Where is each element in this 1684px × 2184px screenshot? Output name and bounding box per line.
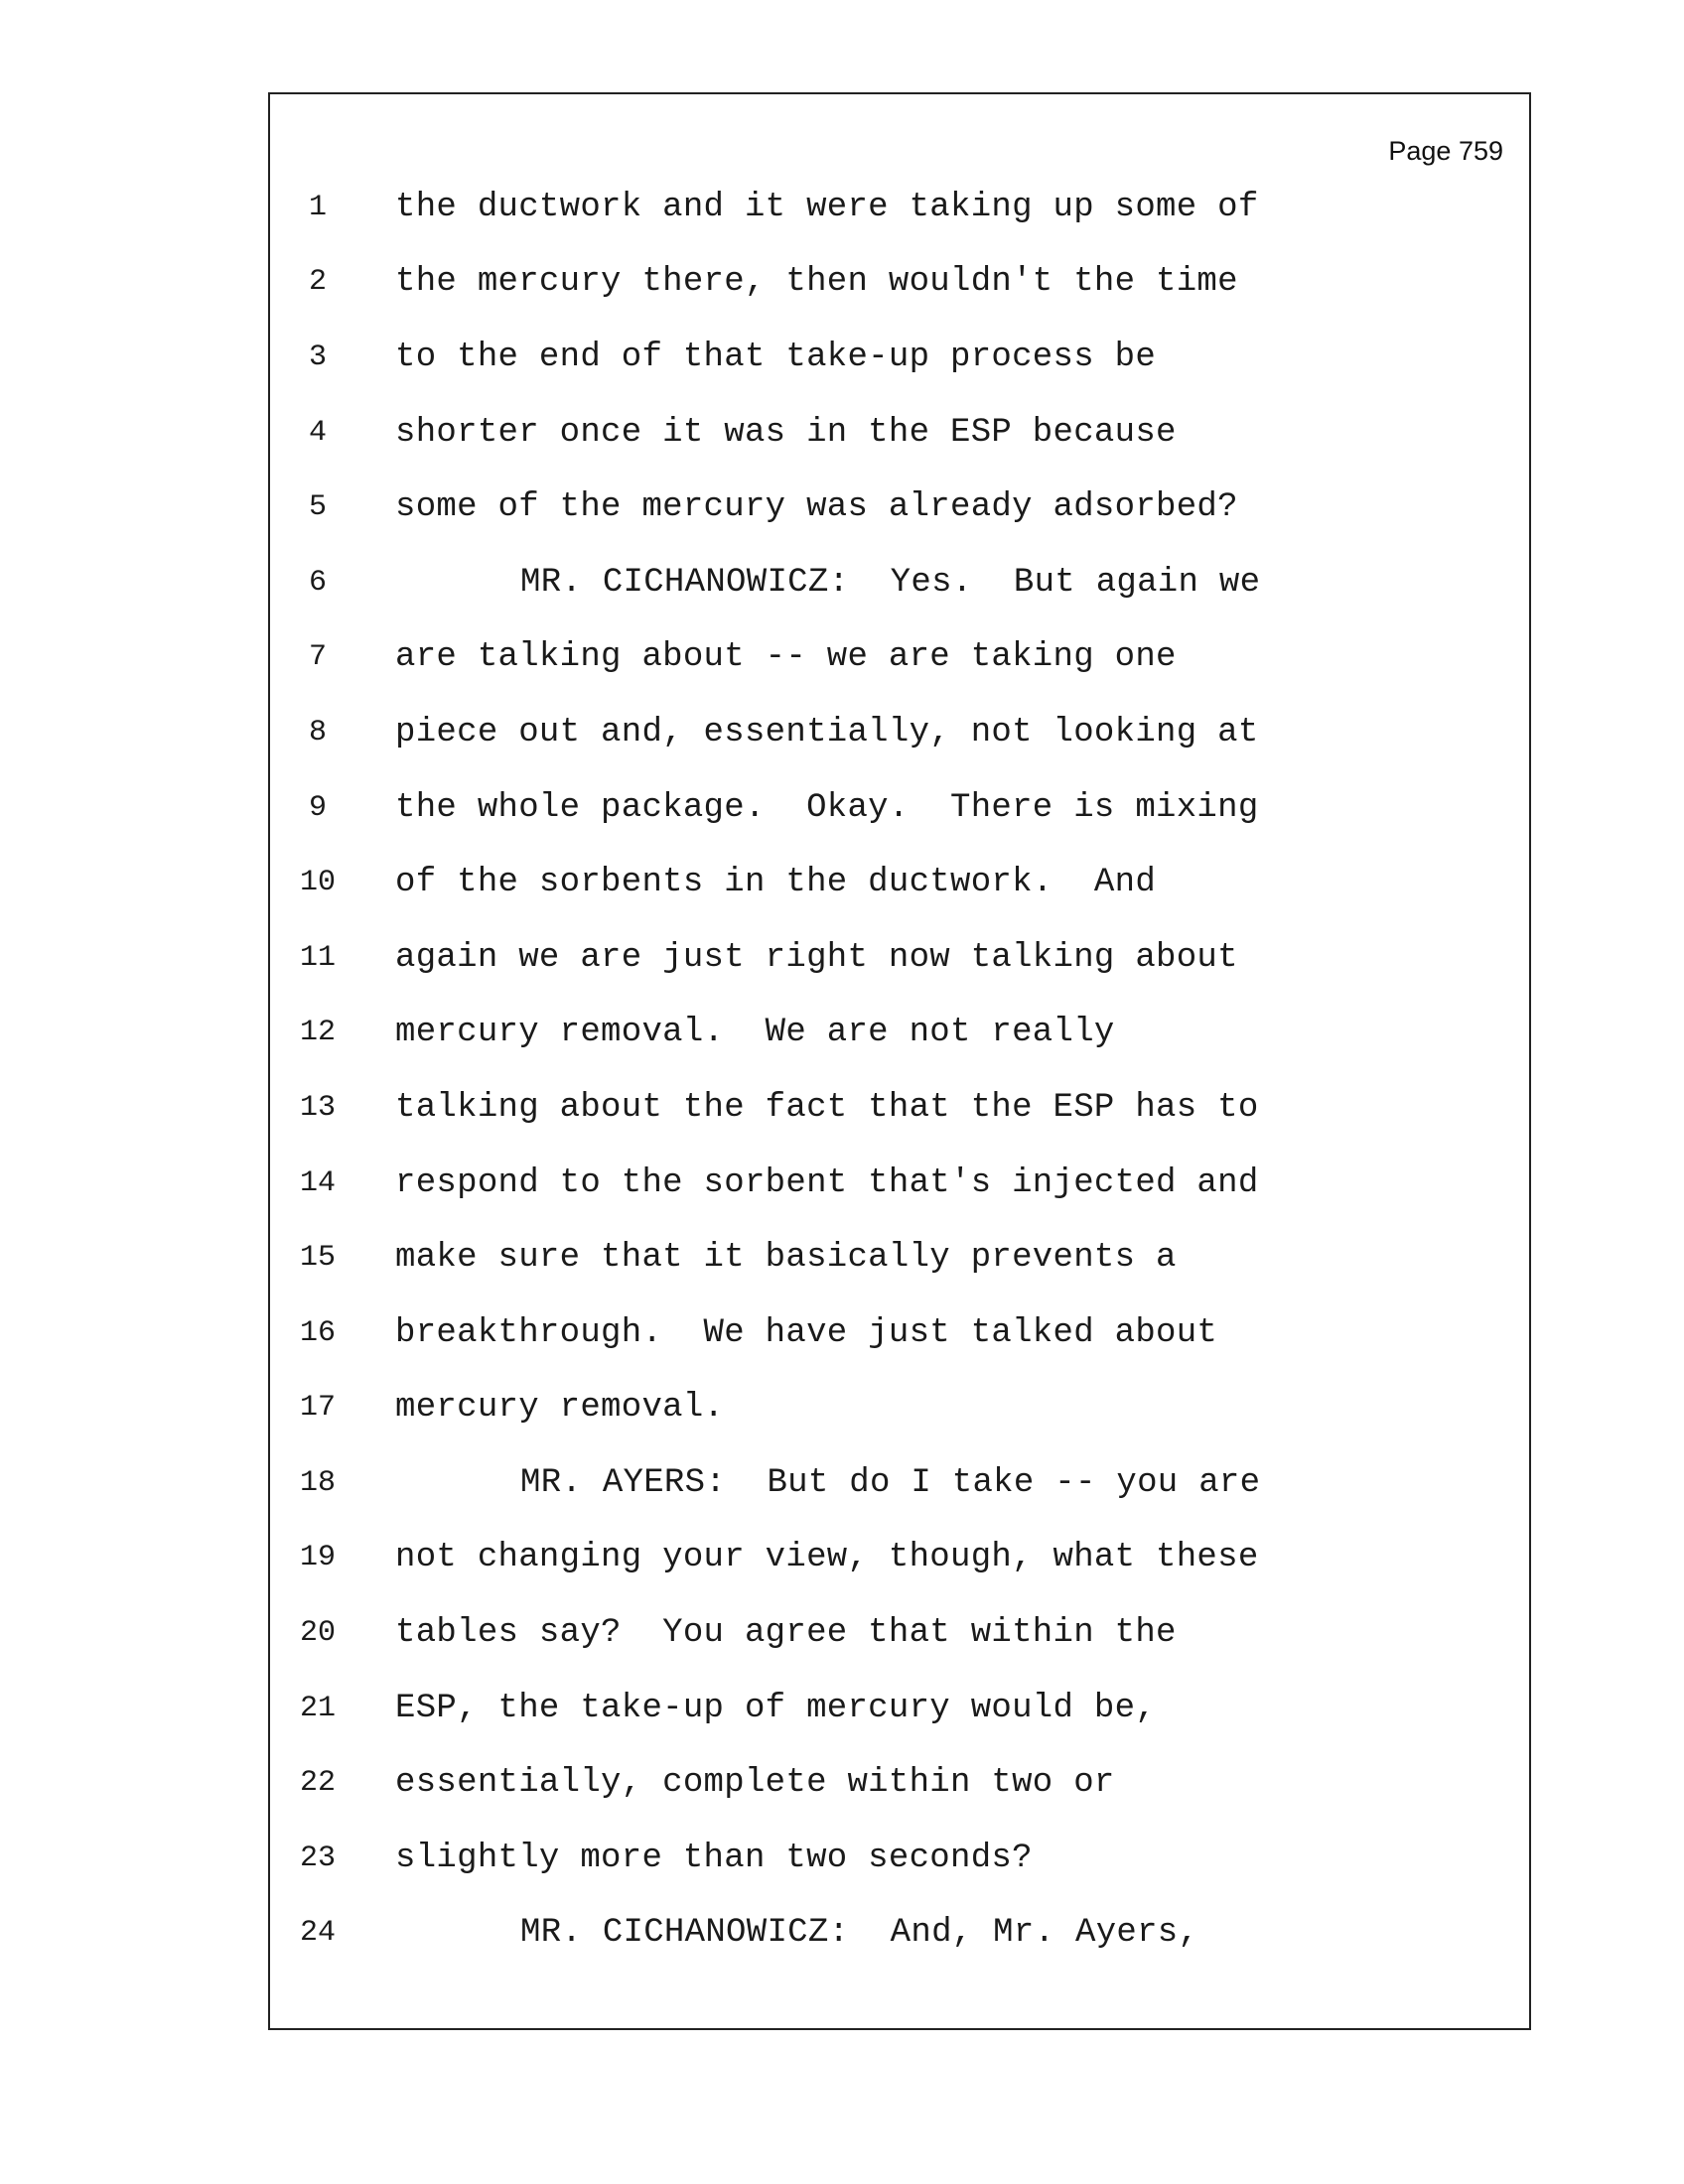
line-text: MR. AYERS: But do I take -- you are bbox=[520, 1463, 1261, 1502]
transcript-line bbox=[270, 695, 1529, 770]
transcript-line bbox=[270, 1371, 1529, 1446]
line-text: to the end of that take-up process be bbox=[395, 338, 1157, 376]
transcript-line bbox=[270, 1146, 1529, 1221]
line-number: 15 bbox=[299, 1241, 336, 1276]
line-number: 11 bbox=[299, 940, 336, 975]
transcript-line bbox=[270, 845, 1529, 920]
transcript-line bbox=[270, 1896, 1529, 1972]
line-text: piece out and, essentially, not looking at bbox=[395, 713, 1259, 751]
transcript-line bbox=[270, 770, 1529, 846]
line-text: not changing your view, though, what these bbox=[395, 1539, 1259, 1577]
line-text: again we are just right now talking about bbox=[395, 938, 1238, 977]
line-number: 10 bbox=[299, 866, 336, 900]
transcript-line bbox=[270, 470, 1529, 545]
transcript-line bbox=[270, 1445, 1529, 1521]
line-number: 19 bbox=[299, 1541, 336, 1575]
line-text: some of the mercury was already adsorbed? bbox=[395, 488, 1238, 527]
page-number: Page 759 bbox=[1388, 136, 1503, 166]
line-number: 3 bbox=[308, 340, 327, 374]
transcript-line bbox=[270, 320, 1529, 395]
line-number: 17 bbox=[299, 1391, 336, 1426]
line-number: 20 bbox=[299, 1616, 336, 1651]
line-text: the mercury there, then wouldn't the time bbox=[395, 263, 1238, 302]
line-text: the ductwork and it were taking up some of bbox=[395, 188, 1259, 226]
line-number: 18 bbox=[299, 1465, 336, 1500]
line-text: ESP, the take-up of mercury would be, bbox=[395, 1689, 1157, 1727]
transcript-line bbox=[270, 170, 1529, 245]
transcript-line bbox=[270, 1745, 1529, 1821]
transcript-line bbox=[270, 1070, 1529, 1146]
transcript-line bbox=[270, 1595, 1529, 1671]
line-text: tables say? You agree that within the bbox=[395, 1614, 1177, 1653]
transcript-page bbox=[268, 92, 1531, 2030]
line-number: 2 bbox=[308, 265, 327, 300]
line-text: breakthrough. We have just talked about bbox=[395, 1313, 1218, 1352]
line-text: shorter once it was in the ESP because bbox=[395, 413, 1177, 452]
transcript-line bbox=[270, 1296, 1529, 1371]
line-text: mercury removal. We are not really bbox=[395, 1014, 1115, 1052]
line-text: MR. CICHANOWICZ: Yes. But again we bbox=[520, 563, 1261, 602]
transcript-line bbox=[270, 996, 1529, 1071]
line-number: 5 bbox=[308, 490, 327, 525]
line-text: of the sorbents in the ductwork. And bbox=[395, 864, 1157, 902]
line-number: 4 bbox=[308, 415, 327, 450]
line-number: 1 bbox=[308, 190, 327, 224]
transcript-body bbox=[270, 170, 1529, 1971]
line-number: 6 bbox=[308, 565, 327, 600]
transcript-line bbox=[270, 545, 1529, 620]
transcript-line bbox=[270, 1220, 1529, 1296]
line-number: 7 bbox=[308, 640, 327, 675]
line-text: mercury removal. bbox=[395, 1389, 725, 1428]
line-text: make sure that it basically prevents a bbox=[395, 1239, 1177, 1278]
line-number: 23 bbox=[299, 1841, 336, 1875]
line-number: 13 bbox=[299, 1090, 336, 1125]
line-number: 16 bbox=[299, 1315, 336, 1350]
transcript-line bbox=[270, 1821, 1529, 1896]
line-number: 14 bbox=[299, 1165, 336, 1200]
line-text: are talking about -- we are taking one bbox=[395, 638, 1177, 677]
line-number: 22 bbox=[299, 1766, 336, 1801]
line-text: essentially, complete within two or bbox=[395, 1764, 1115, 1803]
line-text: the whole package. Okay. There is mixing bbox=[395, 788, 1259, 827]
line-number: 8 bbox=[308, 715, 327, 750]
line-number: 12 bbox=[299, 1016, 336, 1050]
transcript-line bbox=[270, 1671, 1529, 1746]
line-text: slightly more than two seconds? bbox=[395, 1839, 1033, 1877]
transcript-line bbox=[270, 395, 1529, 471]
line-text: talking about the fact that the ESP has to bbox=[395, 1088, 1259, 1127]
line-text: MR. CICHANOWICZ: And, Mr. Ayers, bbox=[520, 1914, 1199, 1953]
line-number: 9 bbox=[308, 790, 327, 825]
transcript-line bbox=[270, 620, 1529, 696]
line-number: 21 bbox=[299, 1691, 336, 1725]
line-text: respond to the sorbent that's injected and bbox=[395, 1163, 1259, 1202]
transcript-line bbox=[270, 1521, 1529, 1596]
line-number: 24 bbox=[299, 1916, 336, 1951]
transcript-line bbox=[270, 920, 1529, 996]
transcript-line bbox=[270, 245, 1529, 321]
